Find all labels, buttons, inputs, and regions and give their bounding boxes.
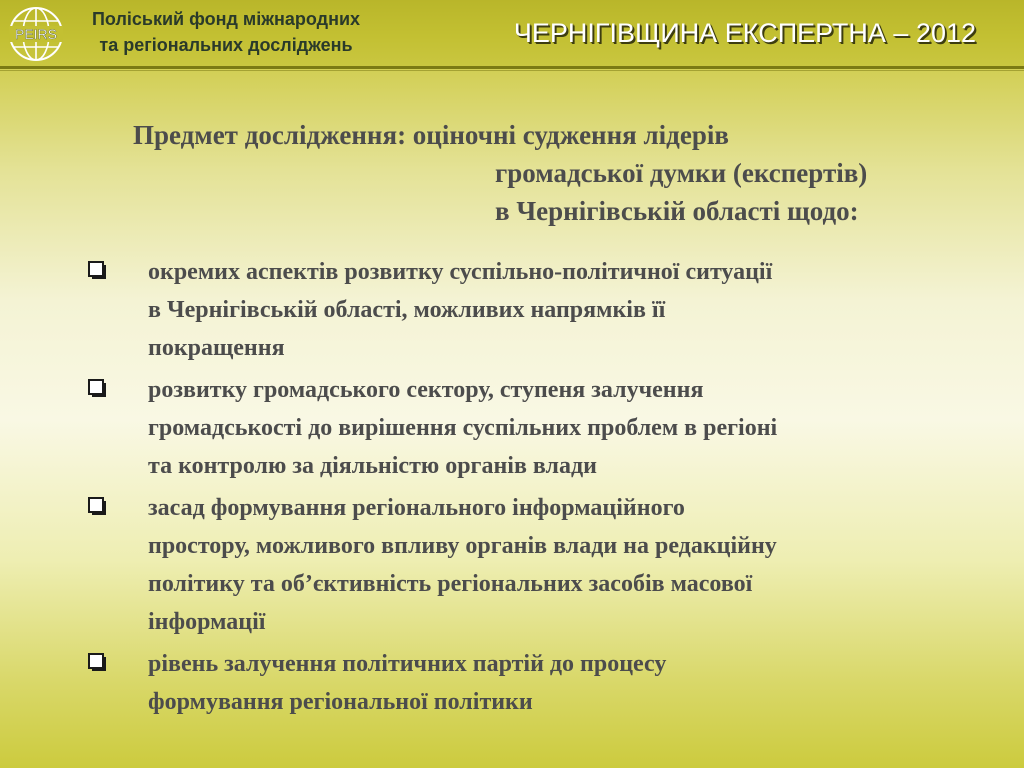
bullet-line: інформації	[148, 609, 266, 635]
checkbox-square-icon	[88, 261, 108, 281]
bullet-line: формування регіональної політики	[148, 689, 533, 715]
subject-line-3: в Чернігівській області щодо:	[495, 196, 859, 226]
organization-name	[74, 6, 378, 58]
bullet-line: рівень залучення політичних партій до процесу	[148, 651, 667, 677]
bullet-text	[148, 645, 978, 721]
slide-header-title: ЧЕРНІГІВЩИНА ЕКСПЕРТНА – 2012	[513, 18, 976, 48]
checkbox-square-icon	[88, 653, 108, 673]
subject-line-1: Предмет дослідження: оціночні судження лідерів	[133, 120, 729, 150]
bullet-line: засад формування регіонального інформаційного	[148, 495, 685, 521]
bullet-line: простору, можливого впливу органів влади на редакційну	[148, 533, 777, 559]
bullet-line: та контролю за діяльністю органів влади	[148, 453, 597, 479]
checkbox-square-icon	[88, 497, 108, 517]
bullet-text	[148, 253, 978, 367]
list-item	[88, 371, 988, 485]
bullet-line: покращення	[148, 335, 285, 361]
org-name-line-2: та регіональних досліджень	[99, 35, 353, 55]
list-item	[88, 253, 988, 367]
header-bar	[0, 0, 1024, 66]
header-divider-thin	[0, 70, 1024, 71]
list-item	[88, 645, 988, 721]
bullet-text	[148, 371, 978, 485]
list-item	[88, 489, 988, 641]
bullet-line: окремих аспектів розвитку суспільно-політичної ситуації	[148, 259, 773, 285]
bullet-line: громадськості до вирішення суспільних проблем в регіоні	[148, 415, 778, 441]
bullet-line: в Чернігівській області, можливих напрямків її	[148, 297, 666, 323]
bullet-line: політику та об’єктивність регіональних засобів масової	[148, 571, 753, 597]
header-divider	[0, 66, 1024, 69]
bullet-line: розвитку громадського сектору, ступеня залучення	[148, 377, 704, 403]
checkbox-square-icon	[88, 379, 108, 399]
subject-line-2: громадської думки (експертів)	[495, 158, 868, 188]
peirs-globe-logo	[6, 4, 66, 64]
bullet-list	[88, 253, 988, 725]
logo-text: PEIRS	[14, 26, 58, 42]
bullet-text	[148, 489, 978, 641]
org-name-line-1: Поліський фонд міжнародних	[91, 9, 361, 29]
